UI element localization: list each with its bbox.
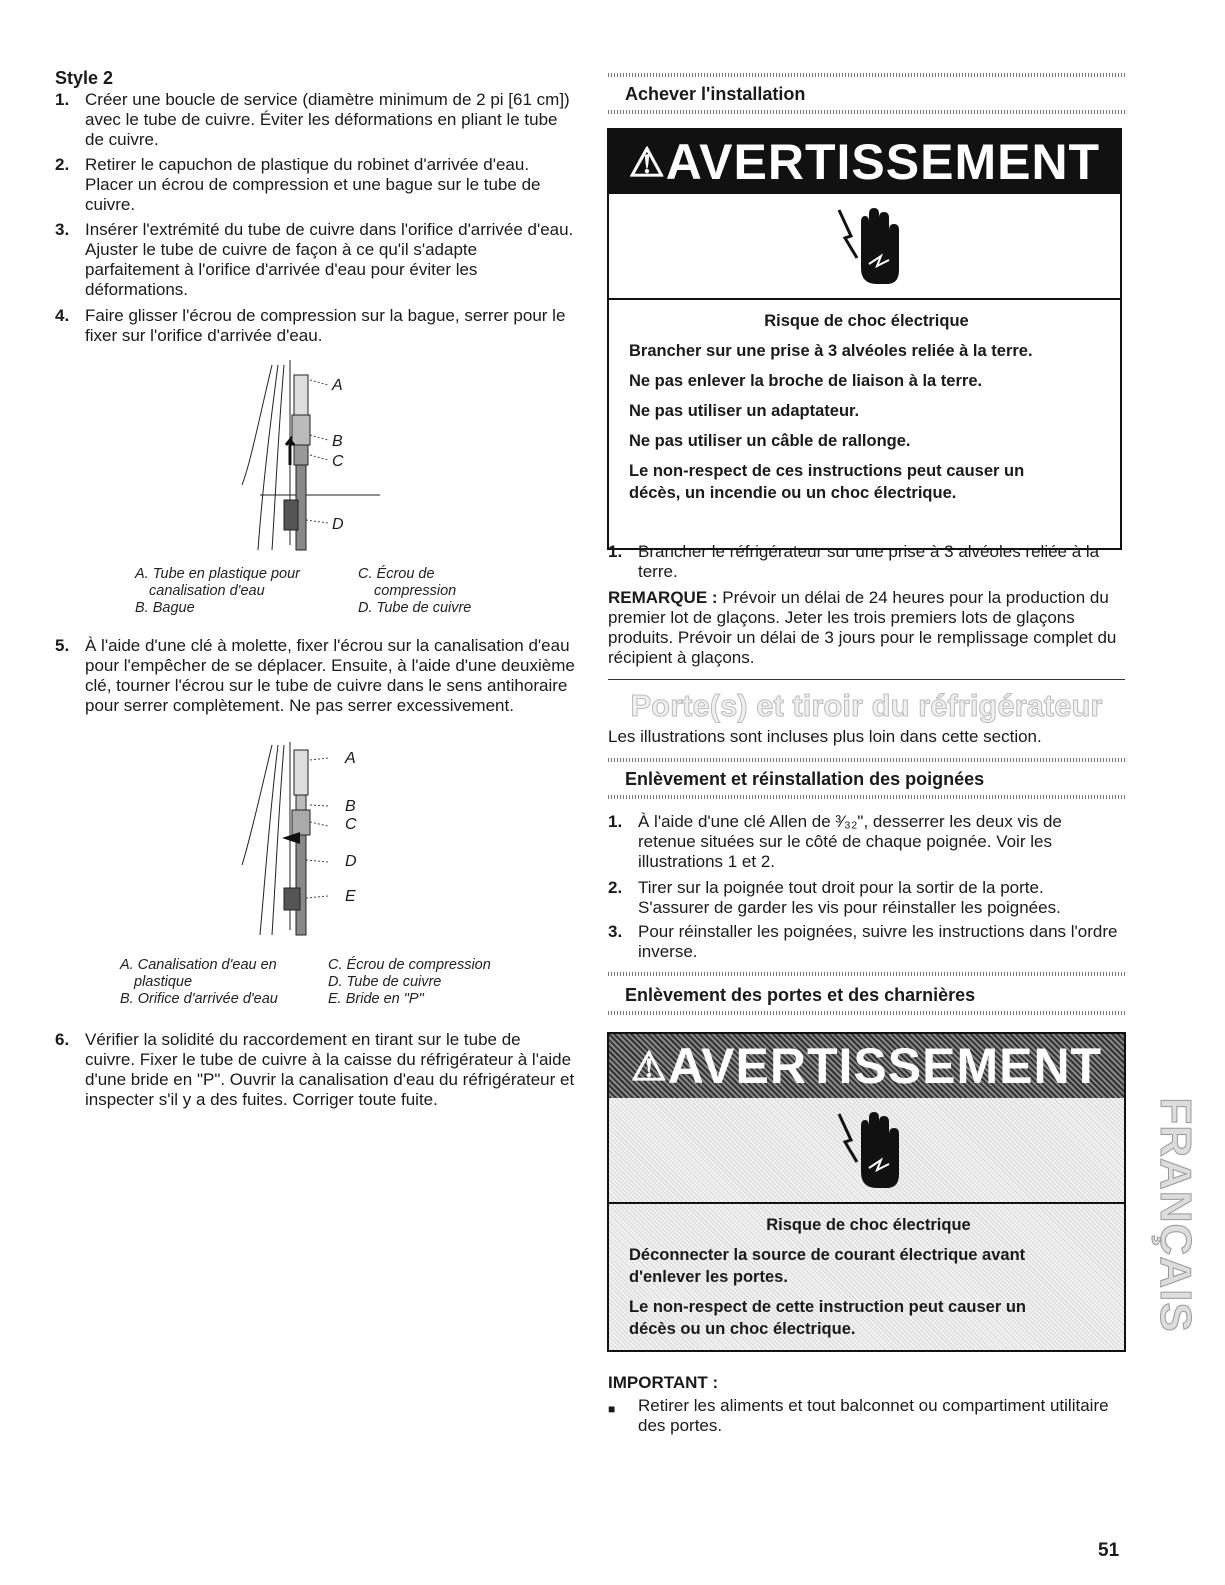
fig1-label-a: A (332, 377, 343, 394)
fig2-caption-right: C. Écrou de compression D. Tube de cuivre E. Bride en "P" (328, 957, 491, 1007)
warning-triangle-icon: ⚠ (628, 141, 666, 185)
divider (608, 758, 1125, 762)
water-line-figure-1 (220, 355, 400, 555)
language-side-tab: FRANÇAIS (1151, 1097, 1200, 1333)
divider (608, 972, 1125, 976)
electric-shock-hand-icon (837, 206, 907, 288)
step-4: 4. Faire glisser l'écrou de compression sur la bague, serrer pour le fixer sur l'orifice d'arrivée d'eau. (55, 306, 566, 345)
warning-box-1 (607, 128, 1122, 550)
fig1-label-d: D (332, 516, 344, 533)
warning-text: Risque de choc électrique Brancher sur une prise à 3 alvéoles reliée à la terre. Ne pas enlever la broche de liaison à la terre. Ne pas utiliser un adaptateur. Ne pas utiliser un câble de rallonge. Le non-respect de ces instructions peut causer un décès, un incendie ou un choc électrique. (629, 312, 1033, 502)
portes-section-title: Porte(s) et tiroir du réfrigérateur (630, 688, 1103, 723)
divider (608, 1011, 1125, 1015)
shock-hazard-area (609, 1098, 1124, 1204)
step-3: 3. Insérer l'extrémité du tube de cuivre dans l'orifice d'arrivée d'eau. Ajuster le tube de cuivre de façon à ce qu'il s'adapte parfaitement à l'orifice d'arrivée d'eau pour éviter les déformations. (55, 220, 574, 299)
portes-intro: Les illustrations sont incluses plus loin dans cette section. (608, 727, 1042, 746)
poignees-step-3: 3. Pour réinstaller les poignées, suivre les instructions dans l'ordre inverse. (608, 922, 1118, 961)
poignees-heading: Enlèvement et réinstallation des poignées (625, 769, 985, 789)
step-2: 2. Retirer le capuchon de plastique du robinet d'arrivée d'eau. Placer un écrou de compression et une bague sur le tube de cuivre. (55, 155, 541, 214)
warning-title: ⚠AVERTISSEMENT (609, 130, 1120, 194)
fig1-caption-left: A. Tube en plastique pour canalisation d'eau B. Bague (135, 566, 300, 616)
important-label: IMPORTANT : (608, 1373, 719, 1392)
warning-text: Risque de choc électrique Déconnecter la source de courant électrique avant d'enlever les portes. Le non-respect de cette instruction peut causer un décès ou un choc électrique. (629, 1216, 1026, 1338)
style-heading: Style 2 (55, 68, 114, 88)
important-item: ■ Retirer les aliments et tout balconnet ou compartiment utilitaire des portes. (608, 1396, 1109, 1435)
divider (608, 110, 1125, 114)
warning-box-2 (607, 1032, 1126, 1352)
divider (608, 679, 1125, 680)
step-6: 6. Vérifier la solidité du raccordement en tirant sur le tube de cuivre. Fixer le tube de cuivre à la caisse du réfrigérateur à l'aide d'une bride en "P". Ouvrir la canalisation d'eau du réfrigérateur et inspecter s'il y a des fuites. Corriger toute fuite. (55, 1030, 575, 1109)
divider (608, 73, 1125, 77)
fig1-caption-right: C. Écrou de compression D. Tube de cuivre (358, 566, 472, 616)
poignees-step-1: 1. À l'aide d'une clé Allen de ³⁄₃₂", desserrer les deux vis de retenue situées sur le côté de chaque poignée. Voir les illustrations 1 et 2. (608, 812, 1062, 871)
achever-heading: Achever l'installation (625, 84, 806, 104)
achever-step-1: 1. Brancher le réfrigérateur sur une prise à 3 alvéoles reliée à la terre. (608, 542, 1100, 581)
portes-charnieres-heading: Enlèvement des portes et des charnières (625, 985, 976, 1005)
bullet-square-icon: ■ (608, 1402, 616, 1416)
fig2-label-b: B (345, 798, 356, 815)
poignees-step-2: 2. Tirer sur la poignée tout droit pour la sortir de la porte. S'assurer de garder les vis pour réinstaller les poignées. (608, 878, 1061, 917)
warning-triangle-icon: ⚠ (630, 1045, 668, 1089)
divider (608, 795, 1125, 799)
remarque-note: REMARQUE : Prévoir un délai de 24 heures pour la production du premier lot de glaçons. Jeter les trois premiers lots de glaçons produits. Prévoir un délai de 3 jours pour le remplissage complet du récipient à glaçons. (608, 588, 1117, 667)
fig2-label-e: E (345, 888, 356, 905)
fig2-label-a: A (345, 750, 356, 767)
step-1: 1. Créer une boucle de service (diamètre minimum de 2 pi [61 cm]) avec le tube de cuivre. Éviter les déformations en pliant le tube de cuivre. (55, 90, 570, 149)
fig1-label-c: C (332, 453, 344, 470)
electric-shock-hand-icon (837, 1110, 907, 1192)
fig1-label-b: B (332, 433, 343, 450)
shock-hazard-area (609, 194, 1120, 300)
water-line-figure-2 (220, 740, 400, 940)
warning-title: ⚠AVERTISSEMENT (609, 1034, 1124, 1098)
page-number: 51 (1098, 1540, 1120, 1561)
fig2-label-c: C (345, 816, 357, 833)
step-5: 5. À l'aide d'une clé à molette, fixer l'écrou sur la canalisation d'eau pour l'empêcher de se déplacer. Ensuite, à l'aide d'une deuxième clé, tourner l'écrou sur le tube de cuivre dans le sens antihoraire pour serrer complètement. Ne pas serrer excessivement. (55, 636, 575, 715)
fig2-label-d: D (345, 853, 357, 870)
fig2-caption-left: A. Canalisation d'eau en plastique B. Orifice d'arrivée d'eau (120, 957, 278, 1007)
